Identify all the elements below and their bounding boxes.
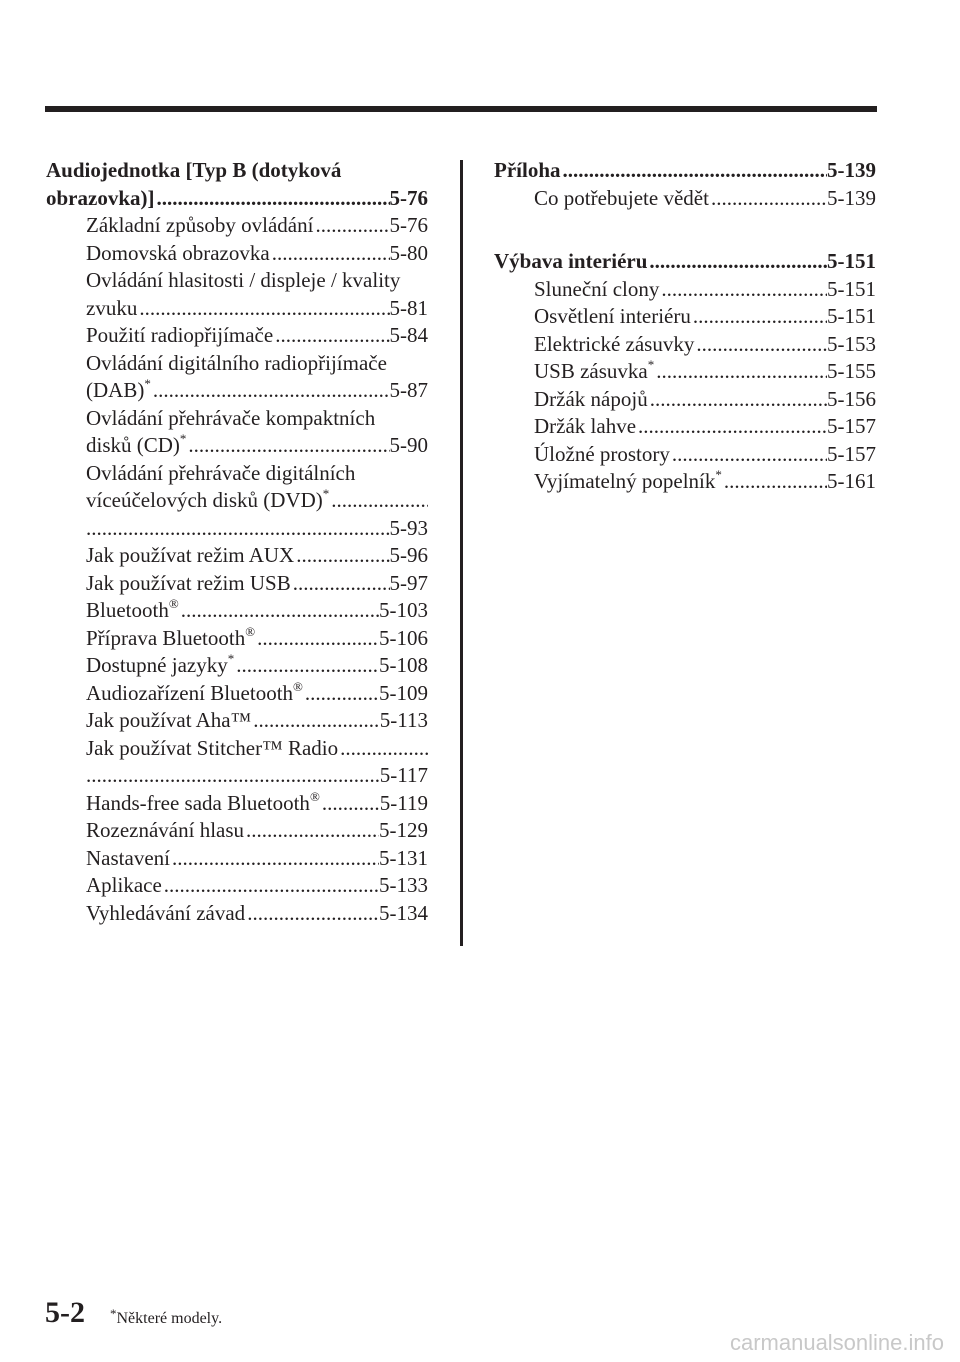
entry-label: Hands-free sada Bluetooth [86,790,310,815]
leader-dots [251,707,380,735]
page-ref: 5-161 [827,469,876,493]
toc-entry[interactable] [46,900,428,928]
section-title-cont: obrazovka)] [46,185,155,210]
entry-label: víceúčelových disků (DVD) [86,488,323,512]
footnote-text: Některé modely. [116,1310,223,1327]
toc-entry[interactable] [46,707,428,735]
page-ref: 5-156 [827,386,876,411]
leader-dots [694,331,827,359]
entry-label: Jak používat režim AUX [86,543,295,567]
page-ref: 5-139 [827,185,876,210]
leader-dots [709,185,827,213]
top-rule [45,106,877,112]
leader-dots [722,468,827,496]
section-title: Příloha [494,158,561,182]
toc-entry[interactable] [46,790,428,818]
leader-dots [338,735,428,763]
toc-entry[interactable] [494,303,876,331]
entry-label: Držák nápojů [534,386,648,411]
page-ref: 5-103 [379,598,428,622]
toc-section-appendix[interactable] [494,157,876,185]
toc-entry[interactable] [46,570,428,598]
toc-entry[interactable] [494,276,876,304]
registered-mark: ® [245,623,256,639]
entry-label[interactable]: Ovládání hlasitosti / displeje / kvality [86,268,401,292]
section-title: Výbava interiéru [494,249,648,273]
toc-entry[interactable] [46,625,428,653]
page-ref: 5-80 [389,240,428,265]
toc-entry[interactable] [46,212,428,240]
page-number: 5-2 [45,1296,85,1329]
toc-entry[interactable] [46,597,428,625]
page-ref: 5-139 [827,158,876,182]
toc-entry[interactable] [494,358,876,386]
entry-label[interactable]: Ovládání přehrávače kompaktních [86,405,376,430]
entry-label: Držák lahve [534,414,637,438]
entry-label: Osvětlení interiéru [534,304,691,328]
toc-section-audio[interactable] [46,185,428,213]
asterisk-mark: * [110,1306,117,1321]
toc-entry[interactable] [46,845,428,873]
leader-dots [654,358,827,386]
entry-label: zvuku [86,295,138,320]
page-ref: 5-129 [379,818,428,842]
page-ref: 5-106 [379,625,428,650]
entry-label[interactable]: Ovládání digitálního radiopřijímače [86,350,387,375]
toc-entry[interactable] [494,386,876,414]
page-ref: 5-153 [827,331,876,356]
toc-entry[interactable] [46,240,428,268]
entry-label: Aplikace [86,873,162,897]
asterisk-mark: * [647,357,655,372]
page-ref: 5-119 [379,790,428,815]
page-ref: 5-157 [827,441,876,466]
entry-label: Domovská obrazovka [86,240,270,265]
leader-dots [647,248,827,276]
footnote [110,1306,222,1328]
leader-dots [234,652,379,680]
toc-entry[interactable] [46,735,428,763]
entry-label: Jak používat režim USB [86,570,291,595]
entry-label: (DAB) [86,378,145,402]
page-ref: 5-155 [827,359,876,383]
leader-dots [636,413,827,441]
leader-dots [179,597,379,625]
page-ref: 5-87 [389,378,428,402]
leader-dots [170,845,379,873]
toc-entry[interactable] [46,515,428,543]
entry-label: Vyjímatelný popelník [534,469,716,493]
toc-section-interior[interactable] [494,248,876,276]
page-ref: 5-157 [827,414,876,438]
entry-label: disků (CD) [86,433,180,457]
toc-entry[interactable] [46,872,428,900]
page-ref: 5-131 [379,845,428,870]
leader-dots [273,322,389,350]
page-ref: 5-76 [389,213,428,237]
entry-label: Jak používat Stitcher™ Radio [86,735,339,760]
toc-entry[interactable] [494,185,876,213]
leader-dots [255,625,379,653]
toc-entry[interactable] [46,377,428,405]
leader-dots [86,762,380,790]
page-ref: 5-81 [389,295,428,320]
toc-entry[interactable] [46,295,428,323]
leader-dots [561,157,828,185]
leader-dots [659,276,827,304]
page-ref: 5-90 [389,433,428,457]
page-ref: 5-93 [389,515,428,540]
leader-dots [320,790,380,818]
leader-dots [155,185,390,213]
leader-dots [86,515,390,543]
page-ref: 5-134 [379,900,428,925]
leader-dots [294,542,389,570]
leader-dots [670,441,827,469]
asterisk-mark: * [227,651,235,666]
page-ref: 5-108 [379,653,428,677]
entry-label: Dostupné jazyky [86,653,228,677]
page-ref: 5-151 [827,304,876,328]
leader-dots [151,377,390,405]
toc-entry[interactable] [46,652,428,680]
toc-entry[interactable] [46,762,428,790]
leader-dots [303,680,379,708]
page-ref: 5-117 [379,763,428,787]
leader-dots [244,817,379,845]
page-ref: 5-133 [379,873,428,897]
toc-entry[interactable] [494,441,876,469]
section-title: Audiojednotka [Typ B (dotyková [46,158,342,182]
registered-mark: ® [168,596,179,611]
entry-label: Rozeznávání hlasu [86,818,245,842]
leader-dots [329,487,428,515]
section-spacer [494,212,876,248]
leader-dots [270,240,390,268]
asterisk-mark: * [322,486,330,501]
page-ref: 5-151 [827,276,876,301]
toc-left-column [46,157,428,927]
leader-dots [291,570,390,598]
registered-mark: ® [309,788,320,804]
page-ref: 5-109 [379,680,428,705]
asterisk-mark: * [715,467,722,482]
entry-label: Použití radiopřijímače [86,323,274,347]
toc-entry[interactable] [46,432,428,460]
page-ref: 5-151 [827,249,876,273]
entry-label: Co potřebujete vědět [534,185,709,210]
toc-entry[interactable] [494,331,876,359]
toc-entry[interactable] [494,468,876,496]
leader-dots [648,386,827,414]
entry-label: Vyhledávání závad [86,900,246,925]
leader-dots [691,303,827,331]
page-ref: 5-76 [389,185,428,210]
toc-entry[interactable] [46,680,428,708]
entry-label: Audiozařízení Bluetooth [86,680,294,705]
page-ref: 5-96 [389,543,428,567]
entry-label: Jak používat Aha™ [86,708,252,732]
entry-label: Elektrické zásuvky [534,331,695,356]
entry-label: USB zásuvka [534,359,648,383]
entry-label: Úložné prostory [534,441,670,466]
page-ref: 5-113 [379,708,428,732]
entry-label: Příprava Bluetooth [86,625,246,650]
asterisk-mark: * [144,376,151,391]
entry-label: Bluetooth [86,598,169,622]
asterisk-mark: * [179,431,187,446]
toc-entry[interactable] [494,413,876,441]
column-divider [460,160,463,946]
toc-entry[interactable] [46,542,428,570]
entry-label: Sluneční clony [534,276,660,301]
watermark: carmanualsonline.info [729,1330,944,1355]
entry-label[interactable]: Ovládání přehrávače digitálních [86,460,356,485]
toc-right-column [494,157,876,496]
toc-entry[interactable] [46,322,428,350]
leader-dots [137,295,389,323]
toc-entry[interactable] [46,487,428,515]
registered-mark: ® [293,678,303,694]
page-ref: 5-84 [389,323,428,347]
leader-dots [245,900,379,928]
entry-label: Základní způsoby ovládání [86,213,314,237]
toc-entry[interactable] [46,817,428,845]
page-ref: 5-97 [389,570,428,595]
leader-dots [313,212,389,240]
leader-dots [162,872,379,900]
leader-dots [186,432,389,460]
entry-label: Nastavení [86,845,170,870]
